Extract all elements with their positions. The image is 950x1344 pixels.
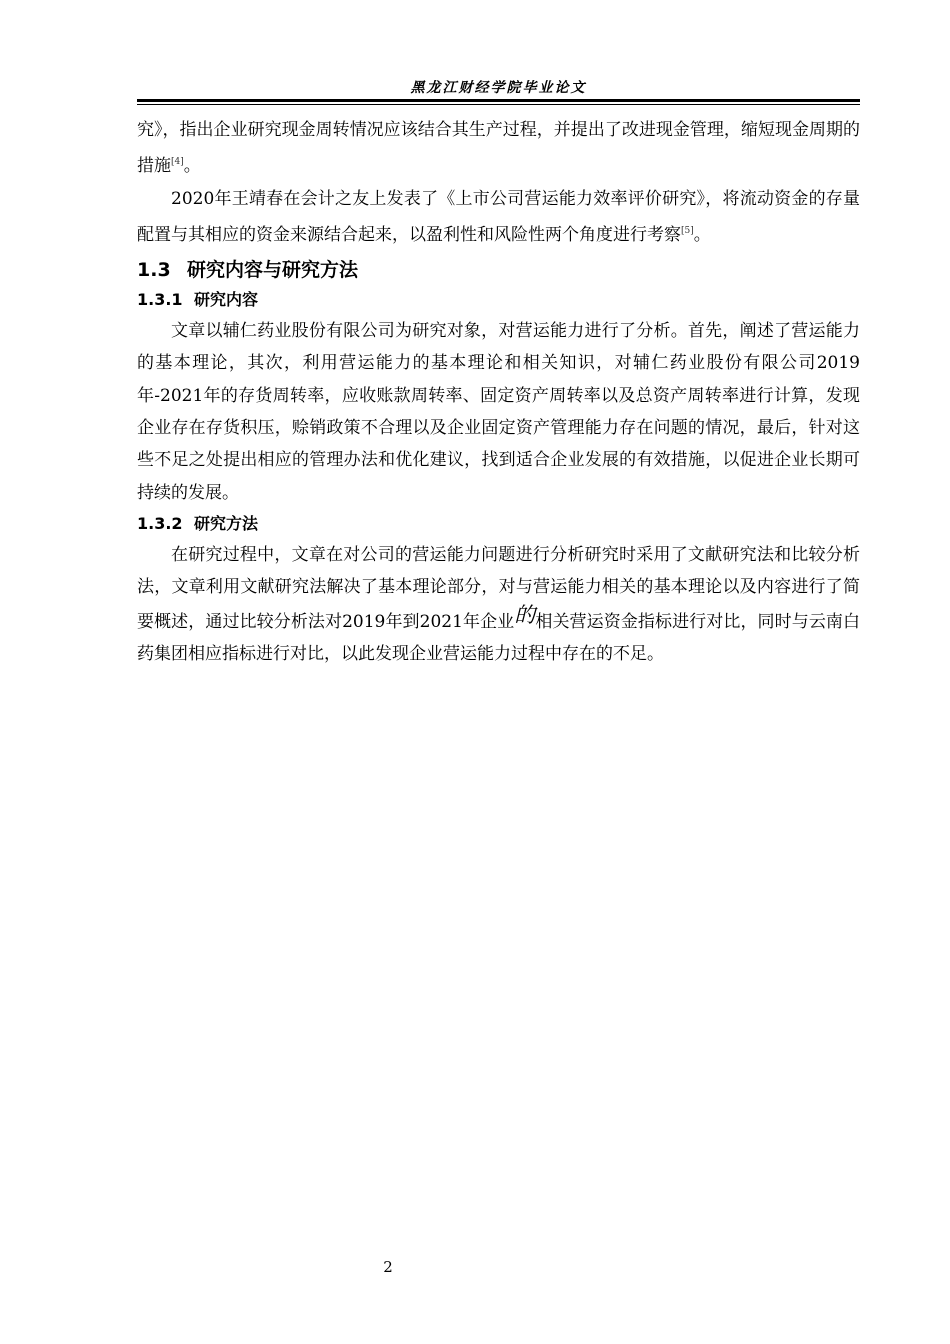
paragraph-text: 在研究过程中，文章在对公司的营运能力问题进行分析研究时采用了文献研究法和比较分析法，文章利用文献研究法解决了基本理论部分，对与营运能力相关的基本理论以及内容进行了简要概述，通过比较分析法对2019年到2021年企业 <box>137 544 860 632</box>
subsection-heading-1-3-2 <box>137 509 860 539</box>
section-number: 1.3 <box>137 259 171 282</box>
header-rule-thin <box>137 104 860 105</box>
citation-marker: [5] <box>681 225 694 236</box>
body-text <box>137 114 860 670</box>
page-number: 2 <box>383 1258 393 1276</box>
running-header: 黑龙江财经学院毕业论文 <box>410 80 587 96</box>
paragraph-text: 2020年王靖春在会计之友上发表了《上市公司营运能力效率评价研究》，将流动资金的存量配置与其相应的资金来源结合起来，以盈利性和风险性两个角度进行考察 <box>137 188 860 245</box>
subsection-title: 研究内容 <box>194 290 259 310</box>
subsection-number: 1.3.2 <box>137 513 183 533</box>
paragraph-tail: 。 <box>183 156 201 177</box>
inline-character-de: 的 <box>514 602 536 627</box>
section-title: 研究内容与研究方法 <box>187 259 359 282</box>
paragraph-continuation <box>137 114 860 183</box>
paragraph-research-content: 文章以辅仁药业股份有限公司为研究对象，对营运能力进行了分析。首先，阐述了营运能力的基本理论，其次，利用营运能力的基本理论和相关知识，对辅仁药业股份有限公司2019年-2021年的存货周转率，应收账款周转率、固定资产周转率以及总资产周转率进行计算，发现企业存在存货积压，赊销政策不合理以及企业固定资产管理能力存在问题的情况，最后，针对这些不足之处提出相应的管理办法和优化建议，找到适合企业发展的有效措施，以促进企业长期可持续的发展。 <box>137 321 860 503</box>
paragraph-wang-jingchun <box>137 183 860 252</box>
header-rule-thick <box>137 99 860 102</box>
citation-marker: [4] <box>171 157 184 168</box>
paragraph-research-method <box>137 539 860 670</box>
subsection-heading-1-3-1 <box>137 285 860 315</box>
paragraph-text: 相关营运资金指标进行对比，同时与云南白药集团相应指标进行对比，以此发现企业营运能力过程中存在的不足。 <box>137 611 861 664</box>
subsection-number: 1.3.1 <box>137 290 183 310</box>
subsection-title: 研究方法 <box>194 513 259 533</box>
paragraph-text: 究》，指出企业研究现金周转情况应该结合其生产过程，并提出了改进现金管理，缩短现金周期的措施 <box>137 120 860 177</box>
section-heading-1-3 <box>137 255 860 285</box>
paragraph-tail: 。 <box>693 224 711 245</box>
